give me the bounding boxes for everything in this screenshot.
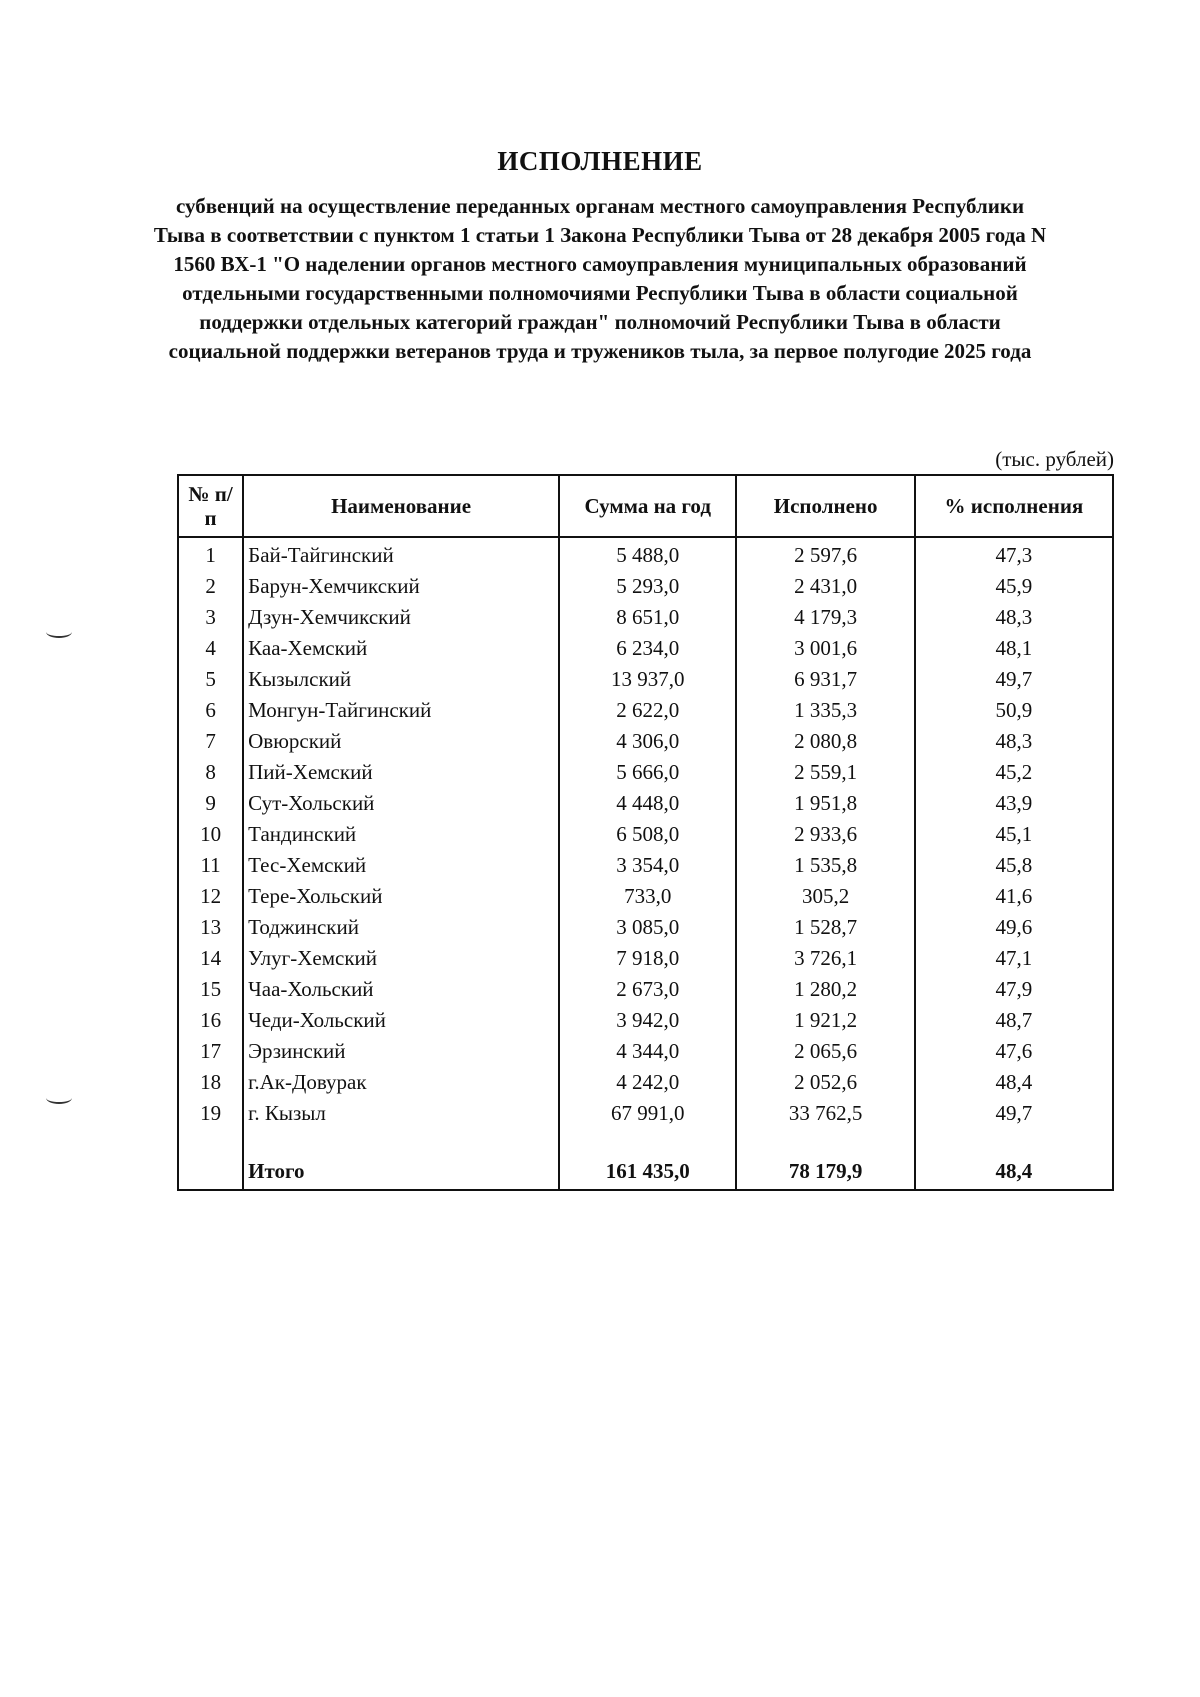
cell-name: Тере-Хольский (243, 881, 559, 912)
cell-pct: 45,1 (915, 819, 1113, 850)
header-plan: Сумма на год (559, 475, 736, 537)
cell-done: 2 597,6 (736, 537, 914, 571)
cell-num: 9 (178, 788, 243, 819)
cell-plan: 13 937,0 (559, 664, 736, 695)
cell-pct: 49,7 (915, 1098, 1113, 1129)
cell-pct: 47,3 (915, 537, 1113, 571)
cell-name: Тоджинский (243, 912, 559, 943)
cell-pct: 47,6 (915, 1036, 1113, 1067)
cell-done: 305,2 (736, 881, 914, 912)
table-row (178, 1067, 1113, 1098)
table-row (178, 726, 1113, 757)
cell-pct: 43,9 (915, 788, 1113, 819)
cell-done: 3 001,6 (736, 633, 914, 664)
cell-name: Сут-Хольский (243, 788, 559, 819)
units-label: (тыс. рублей) (995, 447, 1114, 471)
cell-name: Монгун-Тайгинский (243, 695, 559, 726)
table-row (178, 602, 1113, 633)
cell-done: 1 535,8 (736, 850, 914, 881)
table-row (178, 695, 1113, 726)
cell-name: г.Ак-Довурак (243, 1067, 559, 1098)
document-subtitle: субвенций на осуществление переданных органам местного самоуправления Республики Тыва в соответствии с пунктом 1 статьи 1 Закона Республики Тыва от 28 декабря 2005 года N 1560 ВХ-1 "О наделении органов местного самоуправления муниципальных образований отдельными государственными полномочиями Республики Тыва в области социальной поддержки отдельных категорий граждан" полномочий Республики Тыва в области социальной поддержки ветеранов труда и тружеников тыла, за первое полугодие 2025 года (153, 194, 1047, 363)
table-row (178, 819, 1113, 850)
cell-pct: 48,7 (915, 1005, 1113, 1036)
cell-plan: 6 234,0 (559, 633, 736, 664)
cell-done: 3 726,1 (736, 943, 914, 974)
cell-plan: 7 918,0 (559, 943, 736, 974)
cell-num: 6 (178, 695, 243, 726)
cell-plan: 4 306,0 (559, 726, 736, 757)
cell-done: 1 528,7 (736, 912, 914, 943)
cell-num: 11 (178, 850, 243, 881)
table-row (178, 537, 1113, 571)
cell-num: 4 (178, 633, 243, 664)
cell-pct: 47,9 (915, 974, 1113, 1005)
cell-plan: 3 354,0 (559, 850, 736, 881)
cell-done: 2 052,6 (736, 1067, 914, 1098)
cell-done: 1 280,2 (736, 974, 914, 1005)
header-num: № п/п (178, 475, 243, 537)
total-plan: 161 435,0 (559, 1153, 736, 1190)
cell-done: 2 431,0 (736, 571, 914, 602)
cell-num: 10 (178, 819, 243, 850)
cell-name: Тес-Хемский (243, 850, 559, 881)
table-row (178, 1005, 1113, 1036)
scan-mark (46, 626, 72, 638)
cell-name: Пий-Хемский (243, 757, 559, 788)
cell-name: Бай-Тайгинский (243, 537, 559, 571)
header-done: Исполнено (736, 475, 914, 537)
cell-num: 8 (178, 757, 243, 788)
cell-name: Эрзинский (243, 1036, 559, 1067)
cell-name: Каа-Хемский (243, 633, 559, 664)
table-row (178, 664, 1113, 695)
total-pct: 48,4 (915, 1153, 1113, 1190)
cell-plan: 8 651,0 (559, 602, 736, 633)
cell-name: Тандинский (243, 819, 559, 850)
cell-plan: 3 942,0 (559, 1005, 736, 1036)
cell-done: 4 179,3 (736, 602, 914, 633)
cell-plan: 4 448,0 (559, 788, 736, 819)
cell-name: г. Кызыл (243, 1098, 559, 1129)
total-name: Итого (243, 1153, 559, 1190)
cell-done: 6 931,7 (736, 664, 914, 695)
spacer-row (178, 1129, 1113, 1153)
cell-plan: 3 085,0 (559, 912, 736, 943)
table-row (178, 1098, 1113, 1129)
cell-done: 2 559,1 (736, 757, 914, 788)
table-row (178, 788, 1113, 819)
cell-pct: 45,2 (915, 757, 1113, 788)
cell-num: 17 (178, 1036, 243, 1067)
cell-pct: 41,6 (915, 881, 1113, 912)
execution-table (177, 474, 1114, 1191)
cell-pct: 48,3 (915, 602, 1113, 633)
cell-pct: 48,3 (915, 726, 1113, 757)
cell-num: 5 (178, 664, 243, 695)
cell-num: 15 (178, 974, 243, 1005)
cell-num: 14 (178, 943, 243, 974)
cell-pct: 49,6 (915, 912, 1113, 943)
cell-num: 19 (178, 1098, 243, 1129)
cell-done: 1 921,2 (736, 1005, 914, 1036)
cell-pct: 50,9 (915, 695, 1113, 726)
table-row (178, 912, 1113, 943)
table-row (178, 571, 1113, 602)
cell-pct: 49,7 (915, 664, 1113, 695)
header-pct: % исполнения (915, 475, 1113, 537)
table-row (178, 943, 1113, 974)
cell-num: 13 (178, 912, 243, 943)
cell-plan: 5 293,0 (559, 571, 736, 602)
cell-done: 2 065,6 (736, 1036, 914, 1067)
cell-num: 12 (178, 881, 243, 912)
table-row (178, 633, 1113, 664)
table-row (178, 850, 1113, 881)
table-row (178, 881, 1113, 912)
cell-plan: 5 666,0 (559, 757, 736, 788)
cell-pct: 47,1 (915, 943, 1113, 974)
cell-pct: 45,8 (915, 850, 1113, 881)
cell-plan: 2 622,0 (559, 695, 736, 726)
cell-done: 1 335,3 (736, 695, 914, 726)
cell-plan: 4 242,0 (559, 1067, 736, 1098)
cell-pct: 45,9 (915, 571, 1113, 602)
document-title: ИСПОЛНЕНИЕ (497, 146, 703, 176)
cell-done: 1 951,8 (736, 788, 914, 819)
cell-plan: 4 344,0 (559, 1036, 736, 1067)
cell-plan: 5 488,0 (559, 537, 736, 571)
cell-name: Дзун-Хемчикский (243, 602, 559, 633)
cell-done: 2 933,6 (736, 819, 914, 850)
table-body (178, 537, 1113, 1190)
cell-plan: 733,0 (559, 881, 736, 912)
total-num-empty (178, 1153, 243, 1190)
cell-pct: 48,4 (915, 1067, 1113, 1098)
scan-mark (46, 1092, 72, 1104)
cell-num: 3 (178, 602, 243, 633)
table-row (178, 757, 1113, 788)
cell-pct: 48,1 (915, 633, 1113, 664)
cell-num: 18 (178, 1067, 243, 1098)
cell-name: Кызылский (243, 664, 559, 695)
header-name: Наименование (243, 475, 559, 537)
cell-num: 16 (178, 1005, 243, 1036)
table-row (178, 974, 1113, 1005)
cell-plan: 6 508,0 (559, 819, 736, 850)
cell-name: Чеди-Хольский (243, 1005, 559, 1036)
cell-name: Овюрский (243, 726, 559, 757)
cell-plan: 2 673,0 (559, 974, 736, 1005)
cell-done: 2 080,8 (736, 726, 914, 757)
total-row (178, 1153, 1113, 1190)
cell-name: Барун-Хемчикский (243, 571, 559, 602)
total-done: 78 179,9 (736, 1153, 914, 1190)
cell-num: 7 (178, 726, 243, 757)
cell-name: Улуг-Хемский (243, 943, 559, 974)
cell-num: 2 (178, 571, 243, 602)
table-header-row (178, 475, 1113, 537)
cell-done: 33 762,5 (736, 1098, 914, 1129)
cell-plan: 67 991,0 (559, 1098, 736, 1129)
cell-name: Чаа-Хольский (243, 974, 559, 1005)
cell-num: 1 (178, 537, 243, 571)
table-row (178, 1036, 1113, 1067)
